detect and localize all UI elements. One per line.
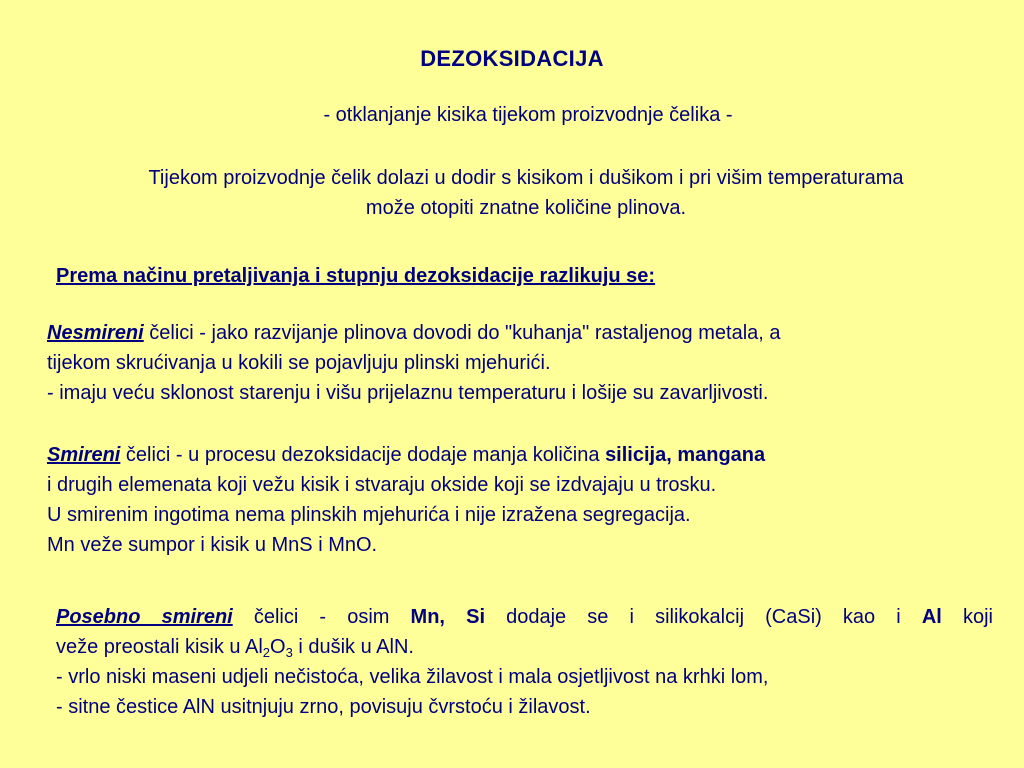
classification-heading: Prema načinu pretaljivanja i stupnju dezoksidacije razlikuju se: <box>56 265 656 287</box>
nesmireni-section <box>47 318 1007 408</box>
posebno-line-1-c: koji <box>941 606 993 628</box>
smireni-section <box>47 440 1007 560</box>
posebno-term: Posebno smireni <box>56 606 233 628</box>
intro-paragraph <box>36 163 1016 223</box>
nesmireni-line-2: tijekom skrućivanja u kokili se pojavljuju plinski mjehurići. <box>47 352 551 374</box>
posebno-line-2-b: O <box>270 636 286 658</box>
posebno-line-4: - sitne čestice AlN usitnjuju zrno, povisuju čvrstoću i žilavost. <box>56 696 591 718</box>
subscript-3: 3 <box>285 645 293 660</box>
posebno-line-2-a: veže preostali kisik u Al <box>56 636 263 658</box>
posebno-line-1-a: čelici - osim <box>232 606 411 628</box>
subtitle: - otklanjanje kisika tijekom proizvodnje čelika - <box>323 104 733 126</box>
posebno-smireni-section <box>56 602 993 722</box>
smireni-line-1 <box>47 440 1007 470</box>
smireni-line-1-text: čelici - u procesu dezoksidacije dodaje manja količina <box>120 444 606 466</box>
intro-line-2: može otopiti znatne količine plinova. <box>365 197 687 219</box>
posebno-line-2 <box>56 632 993 662</box>
posebno-line-3: - vrlo niski maseni udjeli nečistoća, velika žilavost i mala osjetljivost na krhki lom, <box>56 666 769 688</box>
intro-line-1: Tijekom proizvodnje čelik dolazi u dodir s kisikom i dušikom i pri višim temperaturama <box>148 167 904 189</box>
smireni-elements: silicija, mangana <box>605 444 766 466</box>
nesmireni-line-1 <box>47 318 1007 348</box>
subscript-2: 2 <box>262 645 270 660</box>
posebno-line-1 <box>56 602 993 632</box>
page-title: DEZOKSIDACIJA <box>420 46 604 71</box>
smireni-line-4: Mn veže sumpor i kisik u MnS i MnO. <box>47 534 378 556</box>
posebno-al: Al <box>921 606 942 628</box>
nesmireni-term: Nesmireni <box>47 322 144 344</box>
smireni-line-3: U smirenim ingotima nema plinskih mjehurića i nije izražena segregacija. <box>47 504 691 526</box>
posebno-mn-si: Mn, Si <box>410 606 485 628</box>
nesmireni-line-3: - imaju veću sklonost starenju i višu prijelaznu temperaturu i lošije su zavarljivosti. <box>47 382 769 404</box>
nesmireni-line-1-text: čelici - jako razvijanje plinova dovodi do "kuhanja" rastaljenog metala, a <box>143 322 781 344</box>
posebno-line-1-b: dodaje se i silikokalcij (CaSi) kao i <box>485 606 922 628</box>
smireni-term: Smireni <box>47 444 121 466</box>
posebno-line-2-c: i dušik u AlN. <box>292 636 414 658</box>
smireni-line-2: i drugih elemenata koji vežu kisik i stvaraju okside koji se izdvajaju u trosku. <box>47 474 717 496</box>
